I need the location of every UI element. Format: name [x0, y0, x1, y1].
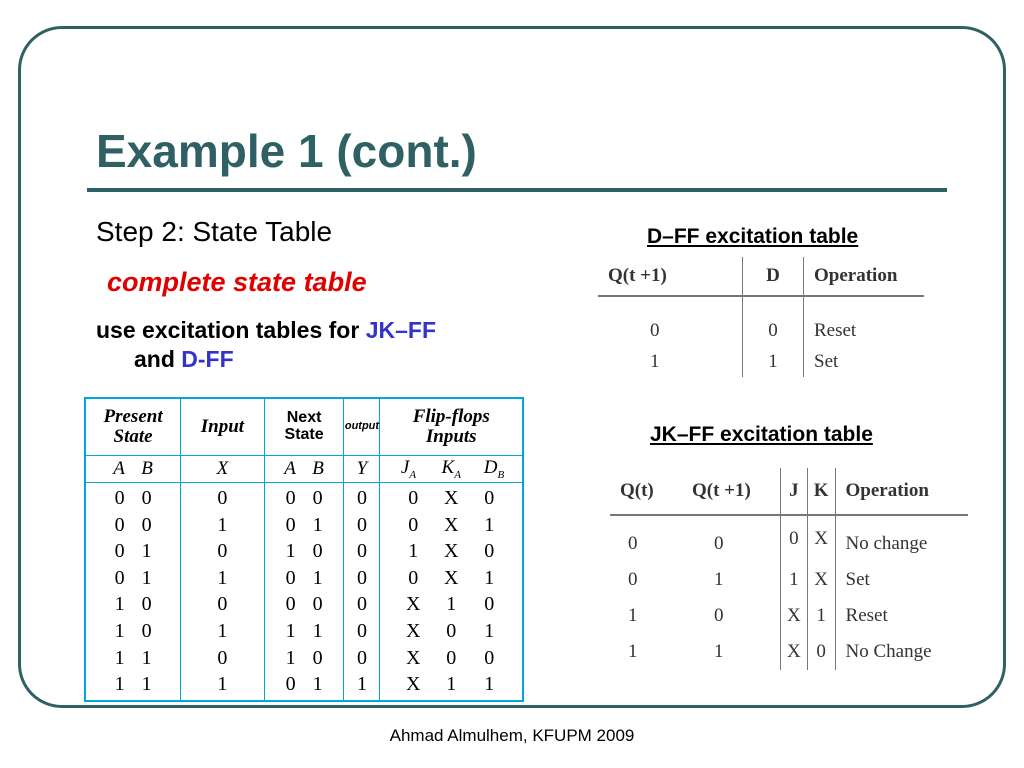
- input-cell: 0: [217, 646, 228, 669]
- output-cell: 0: [356, 513, 367, 536]
- output-cell: 0: [356, 540, 367, 563]
- state-table-body: [85, 483, 523, 701]
- ff-input-cell-ja: X: [405, 646, 421, 669]
- dff-row: [598, 296, 924, 346]
- ff-input-cell-ja: 0: [408, 487, 419, 509]
- output-cell: 0: [356, 487, 367, 509]
- column-flipflop-inputs: [380, 483, 523, 701]
- ff-input-cell-db: 0: [484, 540, 495, 563]
- ff-input-cell-db: 0: [484, 593, 495, 616]
- subheader-output: Y: [344, 456, 380, 483]
- dff-header-row: [598, 257, 924, 296]
- step-heading: Step 2: State Table: [96, 216, 333, 247]
- jkff-row: [610, 515, 968, 562]
- jkff-row: [610, 634, 968, 670]
- jkff-cell: 1: [781, 562, 808, 598]
- jkff-cell: 0: [781, 515, 808, 562]
- state-table: [84, 397, 524, 702]
- jkff-excitation-table: [610, 468, 968, 670]
- ff-input-cell-db: 1: [484, 566, 495, 589]
- jkff-cell: 1: [628, 605, 638, 626]
- jkff-header-qt1: Q(t +1): [682, 468, 781, 515]
- instruction-and: and: [134, 346, 175, 373]
- jkff-header-operation: Operation: [835, 468, 968, 515]
- jkff-cell: 0: [682, 598, 781, 634]
- ff-input-cell-db: 0: [484, 646, 495, 669]
- ff-input-cell-ja: X: [405, 593, 421, 616]
- instruction-jk: JK–FF: [365, 317, 436, 343]
- jkff-header-j: J: [781, 468, 808, 515]
- next-state-cell: 0 1: [285, 513, 323, 536]
- ff-input-cell-ka: X: [443, 487, 459, 509]
- ff-input-cell-ja: X: [405, 619, 421, 642]
- subheader-input: X: [181, 456, 265, 483]
- jkff-cell: 1: [628, 641, 638, 662]
- jkff-header-k: K: [807, 468, 835, 515]
- dff-cell: Reset: [814, 319, 857, 341]
- ff-input-cell-ja: X: [405, 673, 421, 696]
- ff-input-cell-ja: 1: [408, 540, 419, 563]
- input-cell: 0: [217, 593, 228, 616]
- next-state-cell: 1 1: [285, 619, 323, 642]
- present-state-cell: 0 1: [114, 540, 152, 563]
- jkff-cell: 1: [682, 562, 781, 598]
- header-next-state: Next State: [264, 398, 344, 456]
- jkff-cell: 0: [628, 533, 638, 554]
- header-output: output: [344, 398, 380, 456]
- column-output: [344, 483, 380, 701]
- jkff-header-row: [610, 468, 968, 515]
- ff-input-cell-ka: 0: [446, 646, 457, 669]
- subheader-next: A B: [264, 456, 344, 483]
- dff-cell: 1: [598, 346, 743, 377]
- dff-row: [598, 346, 924, 377]
- title-underline: [87, 188, 947, 192]
- input-cell: 1: [217, 619, 228, 642]
- jkff-cell: 0: [807, 634, 835, 670]
- ff-input-cell-ja: 0: [408, 513, 419, 536]
- jkff-row: [610, 598, 968, 634]
- present-state-cell: 0 0: [114, 487, 152, 509]
- subtitle-red: complete state table: [107, 267, 367, 297]
- instruction-prefix: use excitation tables for: [96, 317, 360, 343]
- output-cell: 0: [356, 566, 367, 589]
- next-state-cell: 0 0: [285, 487, 323, 509]
- column-present-state: [85, 483, 181, 701]
- jkff-row: [610, 562, 968, 598]
- output-cell: 0: [356, 619, 367, 642]
- jkff-body: [610, 515, 968, 670]
- ff-input-cell-ka: 1: [446, 673, 457, 696]
- input-cell: 1: [217, 566, 228, 589]
- input-cell: 1: [217, 513, 228, 536]
- output-cell: 1: [356, 673, 367, 696]
- jkff-cell: No change: [845, 533, 928, 554]
- dff-header-qt1: Q(t +1): [598, 257, 743, 296]
- next-state-cell: 0 1: [285, 566, 323, 589]
- present-state-cell: 1 0: [114, 593, 152, 616]
- ff-input-cell-db: 1: [484, 673, 495, 696]
- jkff-cell: X: [781, 598, 808, 634]
- dff-cell: 1: [743, 346, 804, 377]
- header-input: Input: [181, 398, 265, 456]
- dff-cell: Set: [814, 350, 839, 372]
- subheader-ff-inputs: $J_A$ $K_A$ $D_B$: [380, 456, 523, 483]
- jkff-cell: X: [807, 515, 835, 562]
- ff-input-cell-db: 1: [484, 513, 495, 536]
- jkff-cell: 1: [682, 634, 781, 670]
- present-state-cell: 0 0: [114, 513, 152, 536]
- state-table-header: [85, 398, 523, 456]
- ff-input-cell-db: 0: [484, 487, 495, 509]
- excitation-instruction: [96, 318, 436, 373]
- jkff-cell: No Change: [845, 641, 932, 662]
- jkff-cell: X: [807, 562, 835, 598]
- ff-input-cell-ka: 1: [446, 593, 457, 616]
- jkff-cell: Set: [845, 569, 870, 590]
- slide-title: Example 1 (cont.): [96, 125, 477, 177]
- jkff-cell: 1: [807, 598, 835, 634]
- state-table-subheader: [85, 456, 523, 483]
- instruction-d: D-FF: [181, 346, 234, 373]
- present-state-cell: 0 1: [114, 566, 152, 589]
- ff-input-cell-ja: 0: [408, 566, 419, 589]
- input-cell: 0: [217, 487, 228, 509]
- header-present-state: Present State: [85, 398, 181, 456]
- next-state-cell: 1 0: [285, 646, 323, 669]
- input-cell: 1: [217, 673, 228, 696]
- ff-input-cell-ka: X: [443, 513, 459, 536]
- dff-header-operation: Operation: [804, 257, 925, 296]
- ff-input-cell-ka: X: [443, 566, 459, 589]
- column-next-state: [264, 483, 344, 701]
- dff-excitation-table: [598, 257, 924, 377]
- dff-caption: D–FF excitation table: [647, 225, 859, 248]
- jkff-cell: 0: [682, 515, 781, 562]
- ff-input-cell-ka: 0: [446, 619, 457, 642]
- column-input: [181, 483, 265, 701]
- jkff-header-qt: Q(t): [610, 468, 682, 515]
- jkff-cell: X: [781, 634, 808, 670]
- next-state-cell: 1 0: [285, 540, 323, 563]
- jkff-cell: Reset: [845, 605, 888, 626]
- next-state-cell: 0 0: [285, 593, 323, 616]
- dff-header-d: D: [743, 257, 804, 296]
- ff-input-cell-ka: X: [443, 540, 459, 563]
- input-cell: 0: [217, 540, 228, 563]
- output-cell: 0: [356, 593, 367, 616]
- dff-cell: 0: [598, 296, 743, 346]
- present-state-cell: 1 1: [114, 673, 152, 696]
- header-flipflop-inputs: Flip-flops Inputs: [380, 398, 523, 456]
- dff-cell: 0: [743, 296, 804, 346]
- footer-credit: Ahmad Almulhem, KFUPM 2009: [389, 726, 635, 745]
- next-state-cell: 0 1: [285, 673, 323, 696]
- ff-input-cell-db: 1: [484, 619, 495, 642]
- output-cell: 0: [356, 646, 367, 669]
- jkff-caption: JK–FF excitation table: [650, 423, 873, 446]
- present-state-cell: 1 0: [114, 619, 152, 642]
- subheader-present: A B: [85, 456, 181, 483]
- jkff-cell: 0: [628, 569, 638, 590]
- present-state-cell: 1 1: [114, 646, 152, 669]
